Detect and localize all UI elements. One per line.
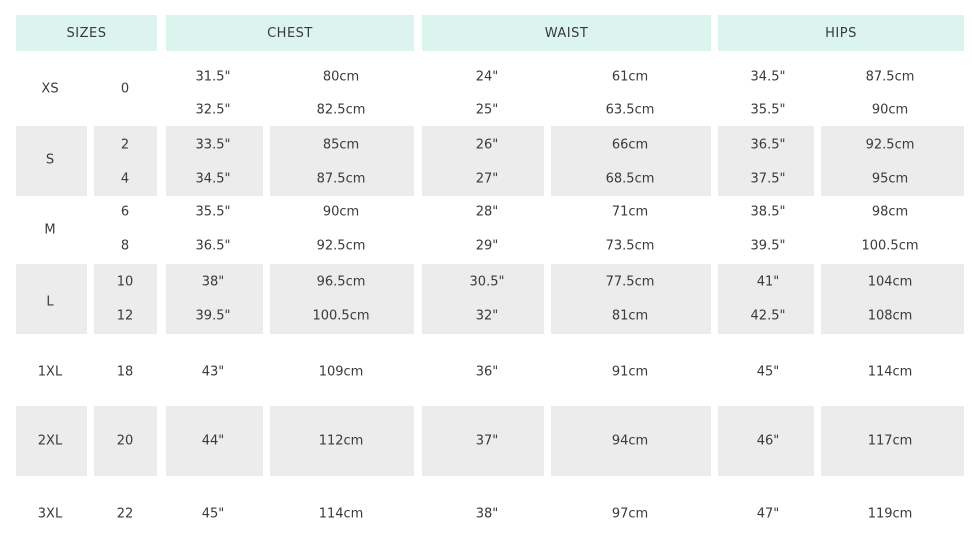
cell-hips-in: 36.5" bbox=[750, 137, 786, 153]
cell-waist-cm: 91cm bbox=[611, 364, 649, 380]
cell-waist-in: 24" bbox=[475, 69, 499, 85]
cell-waist-in: 29" bbox=[475, 238, 499, 254]
cell-us: 4 bbox=[120, 171, 130, 187]
cell-hips-in: 37.5" bbox=[750, 171, 786, 187]
cell-waist-in: 25" bbox=[475, 102, 499, 118]
cell-waist-cm: 73.5cm bbox=[605, 238, 655, 254]
cell-hips-cm: 100.5cm bbox=[861, 238, 919, 254]
cell-hips-cm: 119cm bbox=[867, 506, 913, 522]
cell-us: 12 bbox=[116, 308, 134, 324]
cell-waist-cm: 77.5cm bbox=[605, 274, 655, 290]
cell-hips-cm: 87.5cm bbox=[865, 69, 915, 85]
cell-hips-in: 39.5" bbox=[750, 238, 786, 254]
cell-us: 6 bbox=[120, 204, 130, 220]
cell-waist-in: 27" bbox=[475, 171, 499, 187]
cell-hips-cm: 104cm bbox=[867, 274, 913, 290]
cell-waist-cm: 94cm bbox=[611, 433, 649, 449]
cell-chest-in: 32.5" bbox=[195, 102, 231, 118]
size-label: M bbox=[44, 222, 56, 238]
cell-us: 22 bbox=[116, 506, 134, 522]
cell-chest-in: 39.5" bbox=[195, 308, 231, 324]
cell-chest-in: 35.5" bbox=[195, 204, 231, 220]
cell-waist-in: 36" bbox=[475, 364, 499, 380]
cell-hips-in: 47" bbox=[756, 506, 780, 522]
cell-chest-in: 31.5" bbox=[195, 69, 231, 85]
cell-hips-in: 41" bbox=[756, 274, 780, 290]
cell-hips-cm: 117cm bbox=[867, 433, 913, 449]
size-label: 3XL bbox=[37, 506, 63, 522]
cell-chest-cm: 87.5cm bbox=[316, 171, 366, 187]
cell-chest-cm: 112cm bbox=[318, 433, 364, 449]
size-label: L bbox=[46, 294, 54, 310]
cell-waist-in: 28" bbox=[475, 204, 499, 220]
cell-chest-in: 34.5" bbox=[195, 171, 231, 187]
cell-chest-cm: 96.5cm bbox=[316, 274, 366, 290]
cell-waist-in: 32" bbox=[475, 308, 499, 324]
cell-hips-in: 46" bbox=[756, 433, 780, 449]
cell-waist-in: 38" bbox=[475, 506, 499, 522]
cell-hips-cm: 92.5cm bbox=[865, 137, 915, 153]
cell-chest-in: 45" bbox=[201, 506, 225, 522]
cell-waist-cm: 63.5cm bbox=[605, 102, 655, 118]
cell-chest-cm: 92.5cm bbox=[316, 238, 366, 254]
cell-waist-cm: 61cm bbox=[611, 69, 649, 85]
cell-waist-in: 37" bbox=[475, 433, 499, 449]
header-sizes: SIZES bbox=[16, 15, 157, 51]
header-waist: WAIST bbox=[422, 15, 711, 51]
cell-chest-in: 36.5" bbox=[195, 238, 231, 254]
cell-chest-cm: 100.5cm bbox=[312, 308, 370, 324]
cell-hips-in: 38.5" bbox=[750, 204, 786, 220]
cell-us: 2 bbox=[120, 137, 130, 153]
cell-waist-in: 26" bbox=[475, 137, 499, 153]
cell-hips-in: 45" bbox=[756, 364, 780, 380]
cell-hips-in: 35.5" bbox=[750, 102, 786, 118]
cell-hips-in: 42.5" bbox=[750, 308, 786, 324]
cell-chest-in: 43" bbox=[201, 364, 225, 380]
cell-chest-cm: 109cm bbox=[318, 364, 364, 380]
cell-waist-in: 30.5" bbox=[469, 274, 505, 290]
cell-hips-cm: 95cm bbox=[871, 171, 909, 187]
cell-waist-cm: 66cm bbox=[611, 137, 649, 153]
header-hips: HIPS bbox=[718, 15, 964, 51]
cell-chest-cm: 80cm bbox=[322, 69, 360, 85]
cell-chest-in: 33.5" bbox=[195, 137, 231, 153]
cell-hips-cm: 90cm bbox=[871, 102, 909, 118]
cell-hips-cm: 114cm bbox=[867, 364, 913, 380]
size-label: S bbox=[45, 152, 55, 168]
cell-hips-cm: 108cm bbox=[867, 308, 913, 324]
cell-us: 0 bbox=[120, 81, 130, 97]
cell-waist-cm: 68.5cm bbox=[605, 171, 655, 187]
cell-us: 10 bbox=[116, 274, 134, 290]
cell-chest-cm: 85cm bbox=[322, 137, 360, 153]
size-label: XS bbox=[41, 81, 59, 97]
cell-us: 8 bbox=[120, 238, 130, 254]
header-chest: CHEST bbox=[166, 15, 414, 51]
cell-us: 18 bbox=[116, 364, 134, 380]
cell-waist-cm: 97cm bbox=[611, 506, 649, 522]
size-label: 1XL bbox=[37, 364, 63, 380]
cell-us: 20 bbox=[116, 433, 134, 449]
cell-waist-cm: 81cm bbox=[611, 308, 649, 324]
cell-chest-cm: 90cm bbox=[322, 204, 360, 220]
cell-hips-in: 34.5" bbox=[750, 69, 786, 85]
size-label: 2XL bbox=[37, 433, 63, 449]
cell-chest-in: 44" bbox=[201, 433, 225, 449]
cell-waist-cm: 71cm bbox=[611, 204, 649, 220]
cell-chest-cm: 82.5cm bbox=[316, 102, 366, 118]
cell-hips-cm: 98cm bbox=[871, 204, 909, 220]
cell-chest-cm: 114cm bbox=[318, 506, 364, 522]
cell-chest-in: 38" bbox=[201, 274, 225, 290]
